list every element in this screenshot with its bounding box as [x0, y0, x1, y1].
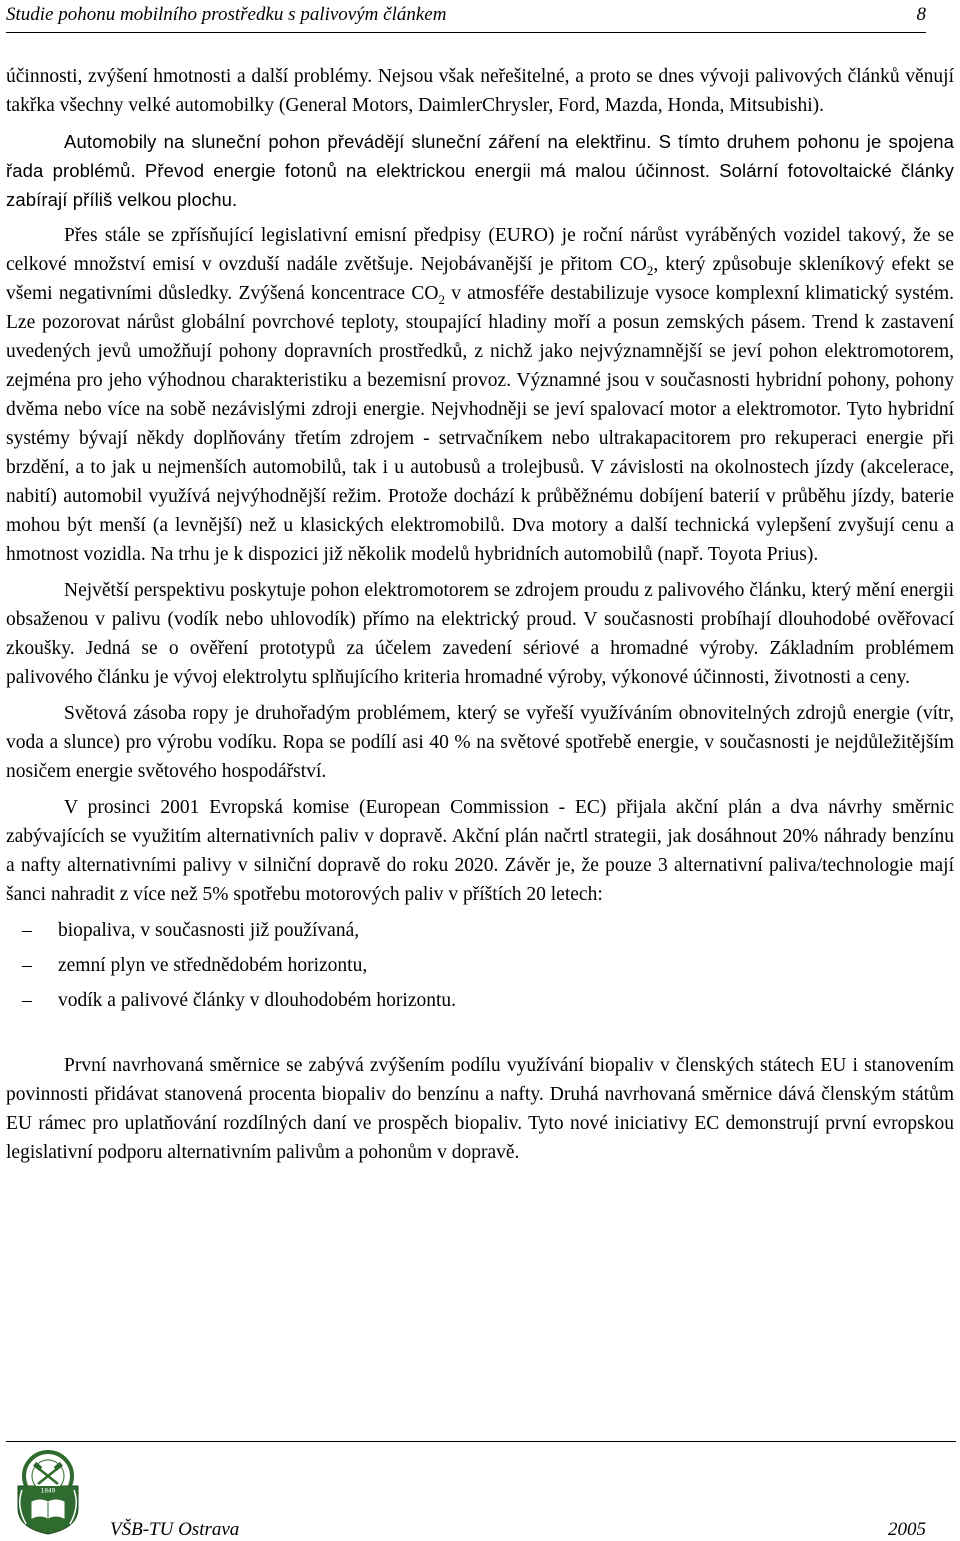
paragraph-fuel-cell-problems: účinnosti, zvýšení hmotnosti a další problémy. Nejsou však neřešitelné, a proto se dnes vývoji palivových článků věnují takřka všechny velké automobilky (General Motors, DaimlerChrysler, Ford, Mazda, Honda, Mitsubishi). — [6, 66, 954, 116]
paragraph-oil-reserves: Světová zásoba ropy je druhořadým problémem, který se vyřeší využíváním obnovitelných zdrojů energie (vítr, voda a slunce) pro výrobu vodíku. Ropa se podílí asi 40 % na světové spotřebě energie, v současnosti je nejdůležitějším nosičem energie světového hospodářství. — [6, 703, 954, 782]
paragraph-fuel-cell-perspective: Největší perspektivu poskytuje pohon elektromotorem se zdrojem proudu z palivového článku, který mění energii obsaženou v palivu (vodík nebo uhlovodík) přímo na elektrický proud. V současnosti probíhají dlouhodobé ověřovací zkoušky. Jedná se o ověření prototypů za účelem zavedení sériové a hromadné výroby. Základním problémem palivového článku je vývoj elektrolytu splňujícího kriteria hromadné výroby, výkonové účinnosti, životnosti a ceny. — [6, 580, 954, 688]
co2-subscript: 2 — [438, 291, 445, 307]
paragraph-directives: První navrhovaná směrnice se zabývá zvýšením podílu využívání biopaliv v členských státech EU i stanovením povinnosti přidávat stanovená procenta biopaliv do benzínu a nafty. Druhá navrhovaná směrnice dává členským státům EU rámec pro uplatňování rozdílných daní ve prospěch biopaliv. Tyto nové iniciativy EC demonstrují první evropskou legislativní podporu alternativním palivům a pohonům v dopravě. — [6, 1055, 954, 1163]
paragraph-ec-action-plan: V prosinci 2001 Evropská komise (European Commission - EC) přijala akční plán a dva návrhy směrnic zabývajících se využitím alternativních paliv v dopravě. Akční plán načrtl strategii, jak dosáhnout 20% náhrady benzínu a nafty alternativními palivy v silniční dopravě do roku 2020. Závěr je, že pouze 3 alternativní paliva/technologie mají šanci nahradit z více než 5% spotřebu motorových paliv v příštích 20 letech: — [6, 797, 954, 905]
paragraph-solar-cars: Automobily na sluneční pohon převádějí sluneční záření na elektřinu. S tímto druhem pohonu je spojena řada problémů. Převod energie fotonů na elektrickou energii má malou účinnost. Solární fotovoltaické články zabírají příliš velkou plochu. — [6, 131, 954, 210]
page-number: 8 — [916, 4, 926, 25]
co2-subscript: 2 — [646, 262, 654, 278]
document-body — [6, 62, 954, 1167]
co2-text-part2: , který způsobuje skleníkový efekt se všemi negativními důsledky. Zvýšená koncentrace CO — [6, 254, 954, 304]
logo-year: 1849 — [40, 1487, 56, 1495]
list-item: – biopaliva, v současnosti již používaná, — [6, 916, 954, 945]
footer-institution: VŠB-TU Ostrava — [110, 1519, 240, 1540]
dash-bullet-icon: – — [22, 990, 32, 1011]
paragraph-emissions-hybrid — [6, 221, 954, 569]
alternative-fuels-list — [6, 916, 954, 1015]
co2-text-part3: v atmosféře destabilizuje vysoce komplexní klimatický systém. Lze pozorovat nárůst globální povrchové teploty, stoupající hladiny moří a posun zemských pásem. Trend k zastavení uvedených jevů umožňují pohony dopravních prostředků, z nichž jako nejvýznamnější se jeví pohon elektromotorem, zejména pro jeho výhodnou charakteristiku a bezemisní provoz. Významné jsou v současnosti hybridní pohony, pohony dvěma nebo více na sobě nezávislými zdroji energie. Nejvhodněji se jeví spalovací motor a elektromotor. Tyto hybridní systémy bývají někdy doplňovány třetím zdrojem - setrvačníkem nebo ultrakapacitorem pro rekuperaci energie při brzdění, a to jak u nejmenších automobilů, tak i u autobusů a trolejbusů. V závislosti na okolnostech jízdy (akcelerace, nabití) automobil využívá nejvýhodnější režim. Protože dochází k průběžnému dobíjení baterií v průběhu jízdy, baterie mohou být menší (a levnější) než u klasických elektromobilů. Dva motory a další technická vylepšení zvyšují cenu a hmotnost vozidla. Na trhu je k dispozici již několik modelů hybridních automobilů (např. Toyota Prius). — [6, 283, 954, 565]
dash-bullet-icon: – — [22, 955, 32, 976]
footer-year: 2005 — [888, 1519, 926, 1540]
document-title: Studie pohonu mobilního prostředku s palivovým článkem — [6, 4, 447, 25]
dash-bullet-icon: – — [22, 920, 32, 941]
page-header — [6, 4, 926, 33]
footer-divider — [6, 1441, 956, 1442]
university-seal-icon — [10, 1446, 86, 1536]
list-item: – vodík a palivové články v dlouhodobém horizontu. — [6, 986, 954, 1015]
co2-text-part1: Přes stále se zpřísňující legislativní emisní předpisy (EURO) je roční nárůst vyráběných vozidel takový, že se celkové množství emisí v ovzduší nadále zvětšuje. Nejobávanější je přitom CO — [6, 225, 954, 275]
list-item: – zemní plyn ve střednědobém horizontu, — [6, 951, 954, 980]
